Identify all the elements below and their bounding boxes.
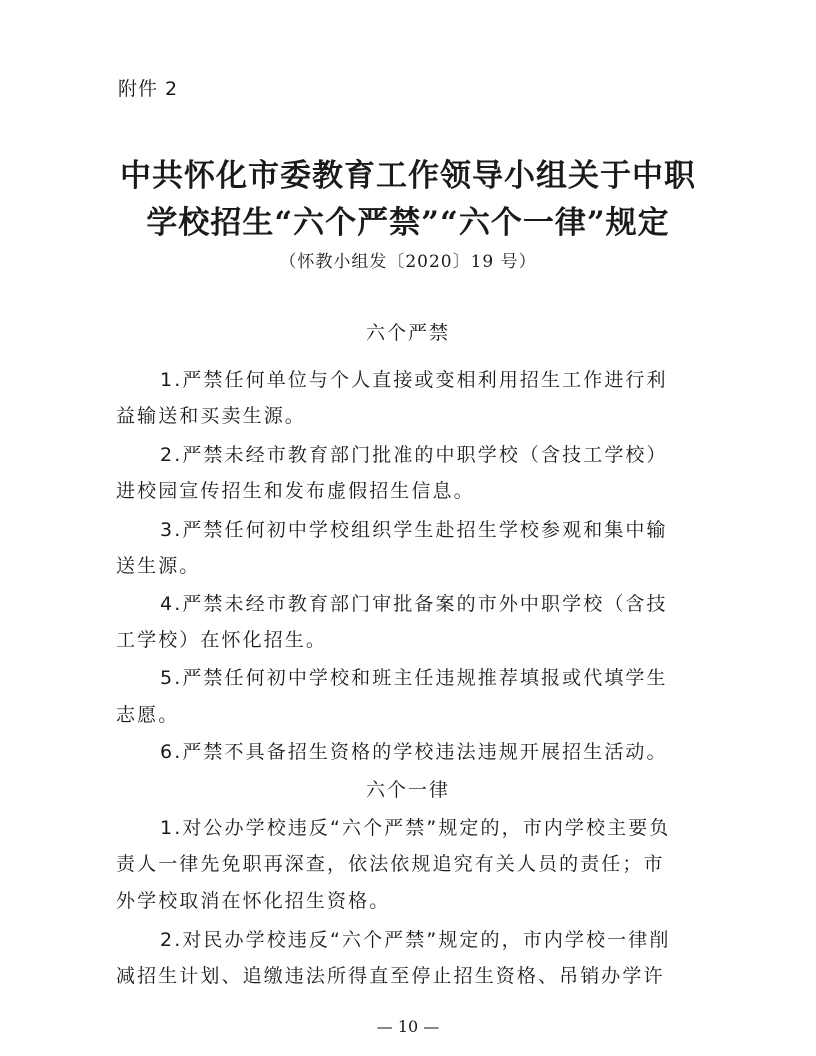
paragraph-line: 进校园宣传招生和发布虚假招生信息。 xyxy=(116,480,475,502)
document-title-line-1: 中共怀化市委教育工作领导小组关于中职 xyxy=(120,158,696,194)
paragraph-line: 3.严禁任何初中学校组织学生赴招生学校参观和集中输 xyxy=(160,519,668,541)
paragraph-line: 2.对民办学校违反“六个严禁”规定的，市内学校一律削 xyxy=(160,929,671,951)
page-number: — 10 — xyxy=(376,1017,440,1036)
paragraph-line: 2.严禁未经市教育部门批准的中职学校（含技工学校） xyxy=(160,444,668,466)
paragraph-line: 志愿。 xyxy=(116,704,180,726)
paragraph-line: 责人一律先免职再深查，依法依规追究有关人员的责任；市 xyxy=(116,853,665,875)
paragraph-line: 5.严禁任何初中学校和班主任违规推荐填报或代填学生 xyxy=(160,667,668,689)
paragraph-line: 6.严禁不具备招生资格的学校违法违规开展招生活动。 xyxy=(160,741,668,763)
document-number: （怀教小组发〔2020〕19 号） xyxy=(279,252,537,272)
paragraph-line: 益输送和买卖生源。 xyxy=(116,405,306,427)
paragraph-line: 1.严禁任何单位与个人直接或变相利用招生工作进行利 xyxy=(160,369,668,391)
document-title-line-2: 学校招生“六个严禁”“六个一律”规定 xyxy=(146,205,670,241)
paragraph-line: 1.对公办学校违反“六个严禁”规定的，市内学校主要负 xyxy=(160,817,671,839)
paragraph-line: 减招生计划、追缴违法所得直至停止招生资格、吊销办学许 xyxy=(116,965,665,987)
paragraph-line: 4.严禁未经市教育部门审批备案的市外中职学校（含技 xyxy=(160,593,668,615)
section-heading-prohibitions: 六个严禁 xyxy=(365,322,450,344)
attachment-label: 附件 2 xyxy=(118,78,179,100)
paragraph-line: 工学校）在怀化招生。 xyxy=(116,629,328,651)
paragraph-line: 外学校取消在怀化招生资格。 xyxy=(116,890,391,912)
paragraph-line: 送生源。 xyxy=(116,555,201,577)
section-heading-uniform-rules: 六个一律 xyxy=(365,779,450,801)
